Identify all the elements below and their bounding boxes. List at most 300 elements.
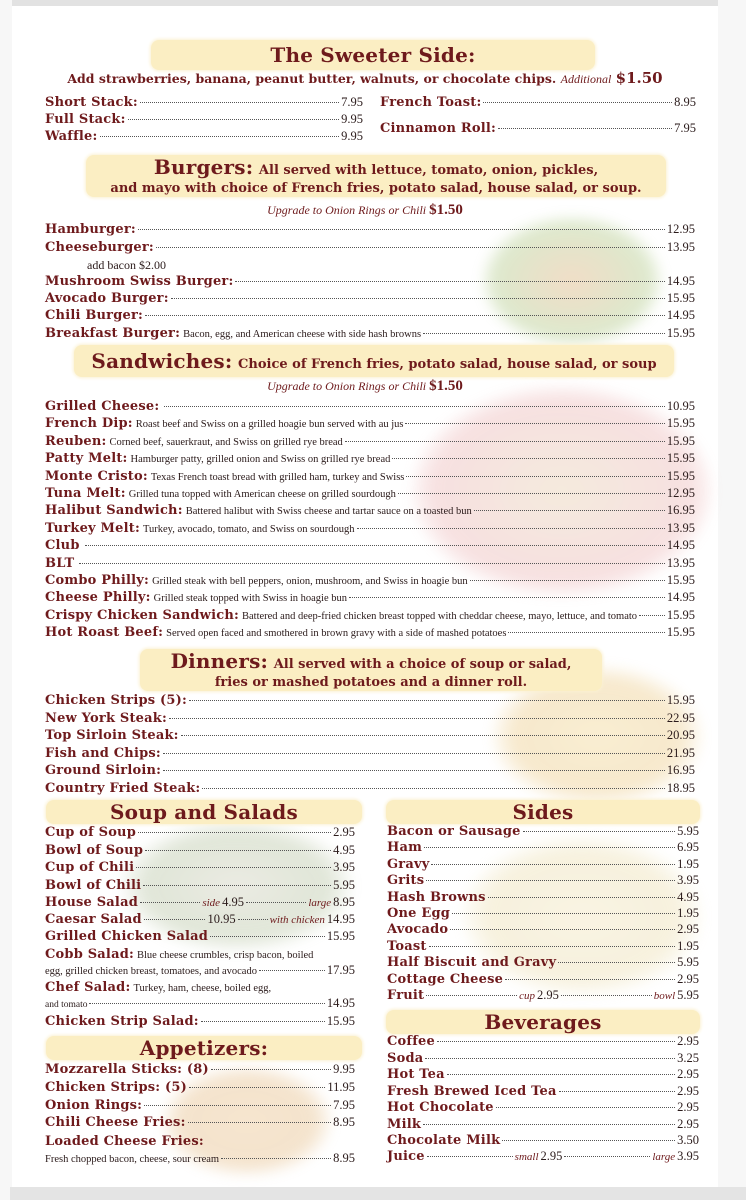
size-label: large (308, 897, 332, 909)
item-description: Bacon, egg, and American cheese with side hash browns (183, 329, 422, 340)
item-price: 12.95 (666, 486, 695, 500)
menu-item (45, 1014, 355, 1031)
leader-dots (140, 102, 339, 103)
item-price: 10.95 (207, 912, 236, 926)
size-label: large (652, 1151, 676, 1163)
menu-item (45, 538, 695, 555)
item-name: House Salad (45, 895, 138, 910)
item-name: New York Steak: (45, 710, 167, 726)
menu-item (45, 112, 363, 129)
item-price: 18.95 (666, 781, 695, 795)
menu-item (45, 308, 695, 325)
menu-item (387, 939, 699, 956)
menu-item (45, 929, 355, 946)
item-price: 14.95 (666, 538, 695, 553)
item-name: Tuna Melt: (45, 486, 126, 501)
menu-item (387, 1100, 699, 1117)
item-name: Chicken Strip Salad: (45, 1014, 199, 1029)
item-price: 2.95 (540, 1149, 563, 1163)
item-name: Hash Browns (387, 889, 486, 905)
menu-item (45, 895, 355, 912)
leader-dots (246, 902, 306, 903)
menu-item (45, 291, 695, 308)
item-price: 15.95 (666, 326, 695, 340)
item-name: Cup of Soup (45, 825, 137, 840)
menu-item (387, 890, 699, 907)
menu-item (45, 95, 363, 112)
appetizers-banner (46, 1036, 362, 1060)
item-description: egg, grilled chicken breast, tomatoes, and avocado (45, 966, 257, 977)
menu-item (45, 763, 695, 780)
item-price: 8.95 (333, 1151, 355, 1165)
menu-item (45, 573, 695, 590)
item-name: Fish and Chips: (45, 745, 161, 761)
leader-dots (488, 897, 675, 898)
menu-page (12, 6, 718, 1187)
item-name: Short Stack: (45, 95, 138, 110)
item-price: 3.50 (677, 1133, 699, 1147)
leader-dots (140, 902, 200, 903)
burgers-banner (86, 155, 666, 197)
item-price: 3.95 (677, 873, 699, 888)
item-name: Cottage Cheese (387, 971, 504, 987)
item-price: 16.95 (666, 503, 695, 518)
menu-item (45, 590, 695, 607)
item-description: Corned beef, sauerkraut, and Swiss on grilled rye bread (109, 436, 343, 448)
leader-dots (496, 1107, 675, 1108)
leader-dots (558, 962, 675, 963)
menu-item (387, 1067, 699, 1084)
item-price: 2.95 (677, 971, 699, 986)
sides-title: Sides (512, 800, 574, 824)
item-description: Turkey, avocado, tomato, and Swiss on sourdough (142, 523, 355, 535)
item-name: Combo Philly: (45, 573, 150, 588)
sweeter-side-addons (12, 69, 718, 87)
item-price: 14.95 (666, 308, 695, 322)
leader-dots (188, 1122, 332, 1123)
leader-dots (164, 406, 664, 407)
sandwiches-banner (74, 345, 674, 377)
menu-item (45, 1062, 355, 1079)
sandwiches-upgrade-note (12, 378, 718, 395)
item-description: Fresh chopped bacon, cheese, sour cream (45, 1154, 220, 1165)
item-name: Mushroom Swiss Burger: (45, 274, 234, 289)
item-name: Juice (387, 1149, 425, 1164)
item-price: 5.95 (677, 988, 700, 1002)
menu-item (45, 399, 695, 416)
item-price: 15.95 (666, 607, 695, 622)
item-price: 2.95 (677, 1083, 699, 1098)
cheeseburger-addon-note: add bacon $2.00 (87, 258, 166, 272)
item-price: 4.95 (222, 895, 244, 909)
item-price: 5.95 (333, 877, 355, 892)
leader-dots (564, 1156, 650, 1157)
item-price: 14.95 (326, 996, 355, 1010)
item-price: 15.95 (666, 468, 695, 483)
menu-item (387, 1149, 699, 1166)
menu-item-continued (45, 963, 355, 980)
item-price: 15.95 (666, 451, 695, 466)
item-name: Country Fried Steak: (45, 781, 201, 796)
menu-item-continued (45, 1151, 355, 1168)
menu-item (387, 1034, 699, 1051)
size-label: cup (519, 990, 535, 1002)
item-name: French Toast: (380, 95, 482, 110)
size-label: bowl (653, 990, 676, 1002)
leader-dots (639, 615, 665, 616)
item-name: Chef Salad: (45, 980, 131, 995)
menu-item (45, 711, 695, 728)
addons-price: $1.50 (615, 69, 663, 87)
menu-item (45, 860, 355, 877)
item-name: Cobb Salad: (45, 947, 134, 962)
menu-item (45, 222, 695, 239)
beverages-title: Beverages (484, 1010, 602, 1034)
leader-dots (145, 850, 331, 851)
item-price: 15.95 (666, 291, 695, 305)
leader-dots (79, 563, 665, 564)
item-price: 6.95 (677, 840, 699, 855)
leader-dots (498, 128, 672, 129)
item-name: Bowl of Chili (45, 877, 142, 893)
leader-dots (406, 476, 664, 477)
item-price: 14.95 (666, 590, 695, 605)
item-price: 4.95 (677, 889, 699, 904)
menu-item (45, 693, 695, 710)
burgers-subtitle-1: All served with lettuce, tomato, onion, pickles, (258, 163, 599, 178)
item-description: Roast beef and Swiss on a grilled hoagie bun served with au jus (135, 419, 404, 431)
leader-dots (483, 102, 672, 103)
menu-item (45, 434, 695, 451)
item-price: 17.95 (326, 963, 355, 977)
item-name: Top Sirloin Steak: (45, 728, 179, 744)
item-price: 15.95 (326, 1014, 355, 1028)
item-name: Crispy Chicken Sandwich: (45, 607, 239, 623)
leader-dots (450, 929, 675, 930)
item-name: Chili Cheese Fries: (45, 1115, 186, 1131)
item-name: Breakfast Burger: (45, 326, 181, 341)
item-price: 16.95 (666, 763, 695, 778)
item-price: 8.95 (333, 895, 355, 909)
menu-item (45, 947, 355, 964)
item-description: Hamburger patty, grilled onion and Swiss on grilled rye bread (130, 454, 391, 466)
item-price: 2.95 (677, 1116, 699, 1131)
item-description: Grilled tuna topped with American cheese on grilled sourdough (128, 489, 396, 500)
leader-dots (171, 298, 665, 299)
menu-item (387, 873, 699, 890)
menu-item (45, 129, 363, 146)
item-description: Turkey, ham, cheese, boiled egg, (133, 983, 272, 994)
menu-item (45, 728, 695, 745)
menu-item (387, 988, 699, 1005)
item-price: 21.95 (666, 745, 695, 760)
leader-dots (392, 458, 665, 459)
leader-dots (423, 333, 665, 334)
item-price: 9.95 (341, 129, 363, 143)
leader-dots (474, 510, 665, 511)
leader-dots (523, 831, 676, 832)
item-name: BLT (45, 555, 75, 571)
item-price: 5.95 (677, 824, 699, 838)
leader-dots (189, 1087, 325, 1088)
upgrade-text: Upgrade to Onion Rings or Chili (267, 203, 427, 217)
item-name: Grilled Cheese: (45, 399, 160, 414)
item-price: 1.95 (677, 938, 699, 953)
item-name: Fresh Brewed Iced Tea (387, 1083, 557, 1099)
menu-item (45, 240, 695, 257)
item-price: 7.95 (333, 1097, 355, 1112)
item-price: 2.95 (537, 988, 559, 1002)
leader-dots (210, 936, 325, 937)
addons-text: Add strawberries, banana, peanut butter, walnuts, or chocolate chips. (67, 71, 557, 86)
leader-dots (447, 1074, 675, 1075)
item-price: 9.95 (333, 1062, 355, 1076)
menu-item (45, 625, 695, 642)
beverages-banner (386, 1010, 700, 1034)
leader-dots (156, 247, 665, 248)
item-name: Grilled Chicken Salad (45, 929, 209, 944)
item-name: One Egg (387, 906, 451, 921)
item-name: Loaded Cheese Fries: (45, 1134, 204, 1149)
item-price: 2.95 (677, 922, 699, 937)
option-label: with chicken (269, 914, 325, 926)
leader-dots (349, 597, 665, 598)
leader-dots (201, 1021, 325, 1022)
leader-dots (561, 995, 652, 996)
menu-item (45, 878, 355, 895)
item-name: Ham (387, 840, 423, 856)
menu-item (387, 955, 699, 972)
item-name: Patty Melt: (45, 451, 128, 467)
item-price: 7.95 (674, 121, 696, 135)
sides-banner (386, 800, 700, 824)
item-name: Cup of Chili (45, 860, 135, 875)
leader-dots (505, 979, 675, 980)
item-name: French Dip: (45, 416, 133, 432)
item-name: Monte Cristo: (45, 468, 148, 484)
menu-item (45, 1115, 355, 1132)
item-price: 3.95 (677, 1149, 700, 1163)
item-price: 4.95 (333, 842, 355, 857)
sweeter-side-title: The Sweeter Side: (270, 43, 476, 67)
menu-item (45, 416, 695, 433)
bottom-scroll-edge (10, 1187, 746, 1200)
item-price: 2.95 (677, 1100, 699, 1114)
menu-item (387, 972, 699, 989)
menu-item (387, 824, 699, 841)
item-name: Waffle: (45, 129, 98, 144)
leader-dots (144, 1105, 331, 1106)
item-price: 11.95 (327, 1079, 355, 1094)
item-description: Grilled steak topped with Swiss in hoagie bun (153, 593, 348, 605)
leader-dots (221, 1158, 331, 1159)
menu-item (45, 451, 695, 468)
item-name: Ground Sirloin: (45, 763, 162, 779)
leader-dots (235, 281, 664, 282)
leader-dots (138, 832, 331, 833)
leader-dots (144, 919, 206, 920)
item-name: Avocado (387, 922, 449, 938)
menu-item (380, 95, 696, 112)
leader-dots (398, 493, 665, 494)
item-name: Soda (387, 1050, 424, 1066)
burgers-title: Burgers: (153, 155, 254, 179)
leader-dots (136, 867, 331, 868)
leader-dots (100, 136, 340, 137)
addons-label: Additional (560, 72, 612, 86)
dinners-title: Dinners: (170, 649, 269, 673)
item-price: 2.95 (677, 1067, 699, 1081)
leader-dots (423, 1124, 675, 1125)
menu-item (45, 843, 355, 860)
item-price: 5.95 (677, 955, 699, 970)
item-price: 15.95 (326, 929, 355, 943)
dinners-subtitle-1: All served with a choice of soup or salad, (273, 657, 572, 672)
item-price: 14.95 (326, 912, 355, 926)
menu-item (45, 1098, 355, 1115)
leader-dots (426, 880, 675, 881)
item-name: Chili Burger: (45, 308, 144, 323)
menu-item-continued (45, 996, 355, 1013)
menu-item (380, 121, 696, 138)
leader-dots (426, 995, 517, 996)
sweeter-side-banner (151, 40, 595, 70)
item-name: Chicken Strips: (5) (45, 1079, 187, 1095)
leader-dots (163, 753, 665, 754)
item-name: Bacon or Sausage (387, 824, 521, 839)
item-price: 8.95 (674, 95, 696, 109)
item-name: Cheeseburger: (45, 240, 154, 255)
leader-dots (143, 885, 331, 886)
item-name: Cinnamon Roll: (380, 121, 496, 136)
item-name: Turkey Melt: (45, 520, 140, 536)
item-name: Gravy (387, 856, 430, 872)
leader-dots (559, 1091, 676, 1092)
sandwiches-title: Sandwiches: (91, 349, 233, 373)
item-name: Caesar Salad (45, 912, 142, 927)
item-description: Texas French toast bread with grilled ham, turkey and Swiss (150, 471, 405, 483)
leader-dots (211, 1069, 331, 1070)
dinners-subtitle-2: fries or mashed potatoes and a dinner roll. (214, 675, 528, 690)
item-price: 15.95 (666, 625, 695, 640)
leader-dots (508, 632, 664, 633)
menu-item (45, 326, 695, 343)
menu-item (45, 980, 355, 997)
leader-dots (431, 864, 675, 865)
item-price: 8.95 (333, 1115, 355, 1130)
leader-dots (128, 119, 340, 120)
leader-dots (427, 1156, 513, 1157)
dinners-banner (140, 649, 602, 691)
item-price: 2.95 (333, 825, 355, 839)
appetizers-title: Appetizers: (139, 1036, 269, 1060)
menu-item (45, 486, 695, 503)
burgers-upgrade-note (12, 202, 718, 219)
item-price: 22.95 (666, 710, 695, 725)
burgers-subtitle-2: and mayo with choice of French fries, potato salad, house salad, or soup. (110, 181, 642, 196)
leader-dots (138, 229, 665, 230)
leader-dots (85, 545, 665, 546)
upgrade-text: Upgrade to Onion Rings or Chili (267, 379, 427, 393)
menu-item (45, 503, 695, 520)
item-description: Battered and deep-fried chicken breast topped with cheddar cheese, mayo, lettuce, and tomato (241, 610, 638, 622)
item-price: 7.95 (341, 95, 363, 109)
item-price: 15.95 (666, 416, 695, 431)
item-description: Grilled steak with bell peppers, onion, mushroom, and Swiss in hoagie bun (152, 576, 468, 587)
leader-dots (429, 946, 676, 947)
menu-item (45, 825, 355, 842)
item-name: Cheese Philly: (45, 590, 151, 606)
item-price: 20.95 (666, 728, 695, 743)
menu-item (45, 521, 695, 538)
item-price: 3.95 (333, 860, 355, 874)
item-name: Chocolate Milk (387, 1133, 501, 1148)
menu-item (387, 840, 699, 857)
leader-dots (189, 700, 665, 701)
menu-item (387, 1133, 699, 1150)
item-description: Served open faced and smothered in brown gravy with a side of mashed potatoes (166, 628, 507, 640)
item-price: 12.95 (666, 222, 695, 236)
item-name: Avocado Burger: (45, 291, 169, 306)
leader-dots (169, 718, 665, 719)
item-price: 13.95 (666, 555, 695, 570)
item-price: 15.95 (666, 433, 695, 448)
leader-dots (424, 847, 675, 848)
menu-item (45, 556, 695, 573)
leader-dots (437, 1041, 675, 1042)
item-price: 3.25 (677, 1050, 699, 1065)
item-name: Hot Chocolate (387, 1100, 494, 1115)
leader-dots (145, 315, 665, 316)
upgrade-price: $1.50 (429, 378, 463, 394)
item-price: 13.95 (666, 240, 695, 254)
size-label: small (514, 1151, 539, 1163)
menu-item (387, 1117, 699, 1134)
item-name: Milk (387, 1116, 422, 1132)
menu-item (387, 857, 699, 874)
item-price: 15.95 (666, 573, 695, 587)
item-name: Chicken Strips (5): (45, 693, 187, 708)
leader-dots (259, 970, 325, 971)
soup-salads-title: Soup and Salads (110, 800, 298, 824)
item-name: Mozzarella Sticks: (8) (45, 1062, 209, 1077)
item-name: Club (45, 538, 80, 554)
item-name: Half Biscuit and Gravy (387, 955, 557, 971)
leader-dots (181, 735, 665, 736)
upgrade-price: $1.50 (429, 202, 463, 218)
item-name: Hot Roast Beef: (45, 625, 164, 641)
item-name: Bowl of Soup (45, 842, 144, 858)
leader-dots (502, 1140, 675, 1141)
item-name: Fruit (387, 988, 425, 1003)
leader-dots (238, 919, 268, 920)
item-name: Toast (387, 938, 427, 954)
menu-item (387, 1084, 699, 1101)
item-name: Full Stack: (45, 112, 126, 127)
item-name: Hot Tea (387, 1067, 445, 1082)
item-price: 10.95 (666, 399, 695, 413)
menu-item (45, 1080, 355, 1097)
soup-salads-banner (46, 800, 362, 824)
menu-item (45, 781, 695, 798)
size-label: side (202, 897, 221, 909)
menu-item (45, 1134, 355, 1151)
leader-dots (425, 1058, 675, 1059)
item-description: and tomato (45, 1000, 88, 1010)
item-name: Halibut Sandwich: (45, 503, 183, 519)
item-name: Hamburger: (45, 222, 136, 237)
item-price: 2.95 (677, 1034, 699, 1048)
